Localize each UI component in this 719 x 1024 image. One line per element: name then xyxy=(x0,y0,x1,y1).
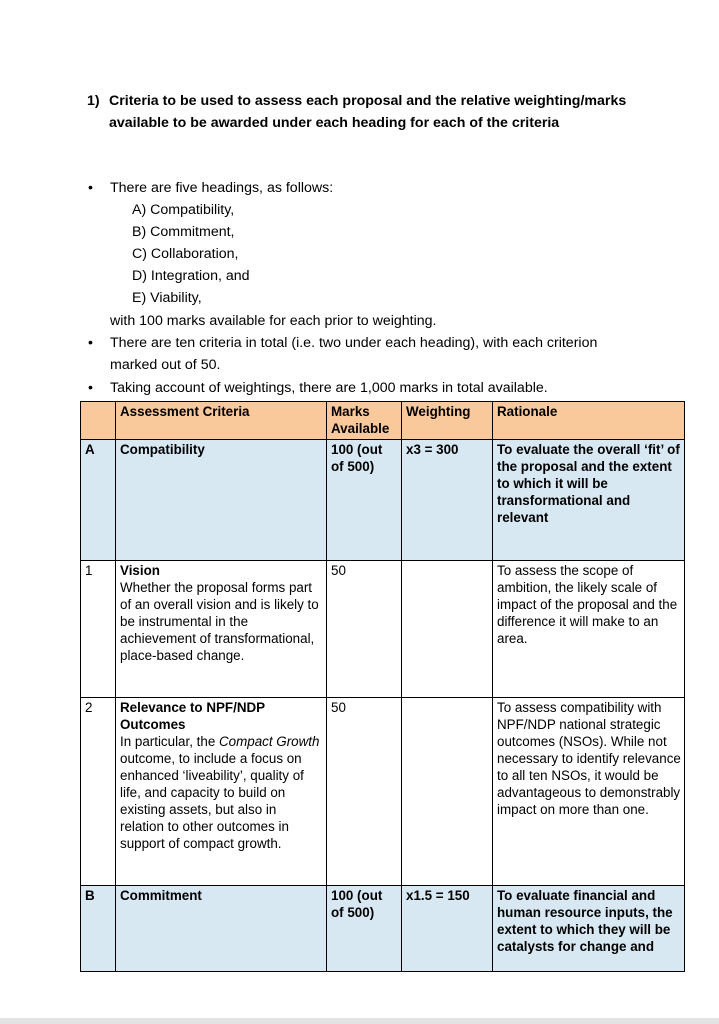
description-text: outcome, to include a focus on enhanced ‘liveability’, quality of life, and capacity to build on existing assets, but also in relation to other outcomes in support of compact growth. xyxy=(120,751,304,851)
criterion-title: Relevance to NPF/NDP Outcomes xyxy=(120,700,265,732)
table-header-row xyxy=(81,402,685,440)
criteria-table xyxy=(80,401,685,972)
bullet-dot: • xyxy=(88,380,93,396)
bullet-text: There are ten criteria in total (i.e. two under each heading), with each criterion marked out of 50. xyxy=(110,335,598,373)
row-weighting: x1.5 = 150 xyxy=(402,886,493,972)
bullet-dot: • xyxy=(88,180,93,196)
row-id: B xyxy=(81,886,116,972)
row-marks: 100 (out of 500) xyxy=(327,440,402,561)
row-criterion xyxy=(116,561,327,698)
row-rationale: To assess compatibility with NPF/NDP national strategic outcomes (NSOs). While not necessary to identify relevance to all ten NSOs, it would be advantageous to demonstrably impact on more than one. xyxy=(493,698,685,886)
heading-list-item: D) Integration, and xyxy=(132,268,250,284)
heading-list-item: A) Compatibility, xyxy=(132,202,235,218)
row-weighting xyxy=(402,561,493,698)
row-weighting xyxy=(402,698,493,886)
table-row-criterion-2 xyxy=(81,698,685,886)
header-rationale: Rationale xyxy=(493,402,685,440)
row-rationale: To assess the scope of ambition, the likely scale of impact of the proposal and the difference it will make to an area. xyxy=(493,561,685,698)
table-row-heading-b xyxy=(81,886,685,972)
row-criterion xyxy=(116,698,327,886)
description-emphasis: Compact Growth xyxy=(219,734,320,749)
row-marks: 50 xyxy=(327,561,402,698)
bullet-dot: • xyxy=(88,335,93,351)
row-id: 2 xyxy=(81,698,116,886)
bullet-text: There are five headings, as follows: xyxy=(110,180,334,196)
row-id: A xyxy=(81,440,116,561)
bullet-text: Taking account of weightings, there are 1,000 marks in total available. xyxy=(110,380,548,396)
criterion-description xyxy=(120,733,323,852)
row-rationale: To evaluate financial and human resource inputs, the extent to which they will be catalysts for change and xyxy=(493,886,685,972)
description-text: In particular, the xyxy=(120,734,219,749)
row-title: Commitment xyxy=(116,886,327,972)
heading-list-item: B) Commitment, xyxy=(132,224,235,240)
marks-note: with 100 marks available for each prior to weighting. xyxy=(110,313,437,329)
row-marks: 100 (out of 500) xyxy=(327,886,402,972)
heading-list-item: C) Collaboration, xyxy=(132,246,239,262)
header-assessment-criteria: Assessment Criteria xyxy=(116,402,327,440)
row-weighting: x3 = 300 xyxy=(402,440,493,561)
header-cell xyxy=(81,402,116,440)
criterion-description: Whether the proposal forms part of an overall vision and is likely to be instrumental in the achievement of transformational, place-based change. xyxy=(120,580,319,663)
row-rationale: To evaluate the overall ‘fit’ of the proposal and the extent to which it will be transformational and relevant xyxy=(493,440,685,561)
bullet-five-headings xyxy=(88,177,334,199)
heading-list-item: E) Viability, xyxy=(132,290,202,306)
section-heading-text: Criteria to be used to assess each proposal and the relative weighting/marks available to be awarded under each heading for each of the criteria xyxy=(109,93,627,131)
table-row-heading-a xyxy=(81,440,685,561)
section-number: 1) xyxy=(87,93,100,109)
table-row-criterion-1 xyxy=(81,561,685,698)
criterion-title: Vision xyxy=(120,563,160,578)
row-id: 1 xyxy=(81,561,116,698)
row-title: Compatibility xyxy=(116,440,327,561)
bullet-total-marks xyxy=(88,377,548,399)
bullet-ten-criteria xyxy=(88,332,640,376)
row-marks: 50 xyxy=(327,698,402,886)
header-weighting: Weighting xyxy=(402,402,493,440)
viewer-bottom-bar xyxy=(0,1018,719,1024)
header-marks-available: Marks Available xyxy=(327,402,402,440)
